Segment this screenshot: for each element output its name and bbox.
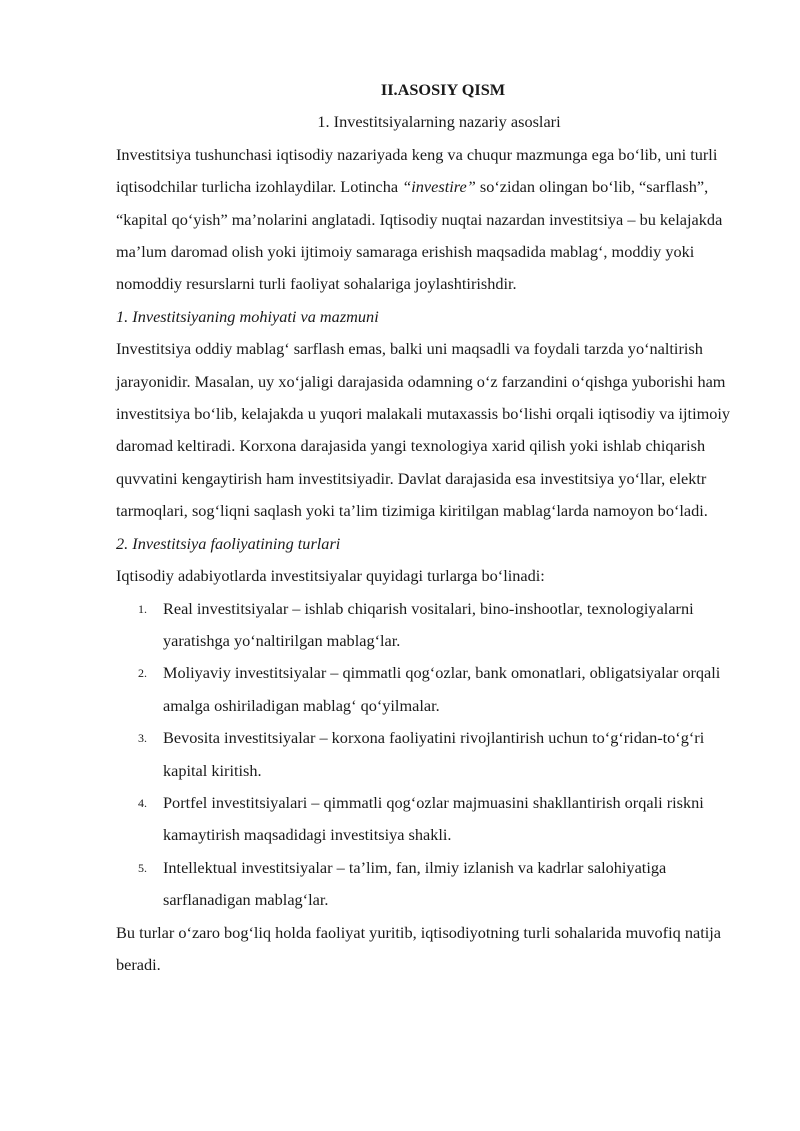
intro-text-part1: Investitsiya tushunchasi iqtisodiy nazariyada keng va chuqur mazmunga ega bo‘lib, uni turli iqtisodchilar turlicha izohlaydilar. Lotincha — [116, 144, 718, 197]
heading-essence: 1. Investitsiyaning mohiyati va mazmuni — [116, 306, 379, 326]
list-item-text: Portfel investitsiyalari – qimmatli qog‘ozlar majmuasini shakllantirish orqali riskni kamaytirish maqsadidagi investitsiya shakli. — [163, 792, 704, 845]
list-item — [116, 852, 750, 917]
list-item — [116, 722, 750, 787]
list-item-number: 4. — [138, 795, 147, 810]
essence-paragraph: Investitsiya oddiy mablag‘ sarflash emas, balki uni maqsadli va foydali tarzda yo‘naltirish jarayonidir. Masalan, uy xo‘jaligi darajasida odamning o‘z farzandini o‘qishga yuborishi ham investitsiya bo‘lib, kelajakda u yuqori malakali mutaxassis bo‘lishi orqali iqtisodiy va ijtimoiy daromad keltiradi. Korxona darajasida yangi texnologiya xarid qilish yoki ishlab chiqarish quvvatini kengaytirish ham investitsiyadir. Davlat darajasida esa investitsiya yo‘llar, elektr tarmoqlari, sog‘liqni saqlash yoki ta’lim tizimiga kiritilgan mablag‘larda namoyon bo‘ladi. — [116, 339, 731, 521]
intro-text-part2: so‘zidan olingan bo‘lib, “sarflash”, “kapital qo‘yish” ma’nolarini anglatadi. Iqtisodiy nuqtai nazardan investitsiya – bu kelajakda ma’lum daromad olish yoki ijtimoiy samaraga erishish maqsadida mablag‘, moddiy yoki nomoddiy resurslarni turli faoliyat sohalariga joylashtirishdir. — [116, 177, 723, 294]
list-item-text: Bevosita investitsiyalar – korxona faoliyatini rivojlantirish uchun to‘g‘ridan-to‘g‘ri kapital kiritish. — [163, 728, 705, 780]
section-subtitle: 1. Investitsiyalarning nazariy asoslari — [317, 112, 561, 132]
list-item — [116, 593, 750, 658]
investment-types-list — [116, 593, 750, 917]
closing-paragraph: Bu turlar o‘zaro bog‘liq holda faoliyat yuritib, iqtisodiyotning turli sohalarida muvofiq natija beradi. — [116, 922, 721, 974]
section-title: II.ASOSIY QISM — [380, 80, 506, 99]
list-item-number: 1. — [138, 601, 147, 616]
intro-italic-term: “investire” — [402, 177, 476, 197]
list-item-text: Real investitsiyalar – ishlab chiqarish vositalari, bino-inshootlar, texnologiyalarni yaratishga yo‘naltirilgan mablag‘lar. — [163, 598, 694, 650]
heading-types: 2. Investitsiya faoliyatining turlari — [116, 533, 341, 553]
list-item-number: 2. — [138, 666, 147, 681]
document-page — [116, 74, 750, 981]
list-intro: Iqtisodiy adabiyotlarda investitsiyalar quyidagi turlarga bo‘linadi: — [116, 566, 545, 586]
intro-paragraph — [116, 139, 746, 301]
list-item-number: 5. — [138, 860, 147, 875]
list-item — [116, 657, 750, 722]
list-item — [116, 787, 750, 852]
list-item-number: 3. — [138, 731, 147, 746]
list-item-text: Intellektual investitsiyalar – ta’lim, fan, ilmiy izlanish va kadrlar salohiyatiga sarflanadigan mablag‘lar. — [163, 857, 667, 910]
list-item-text: Moliyaviy investitsiyalar – qimmatli qog‘ozlar, bank omonatlari, obligatsiyalar orqali amalga oshiriladigan mablag‘ qo‘yilmalar. — [163, 663, 721, 715]
